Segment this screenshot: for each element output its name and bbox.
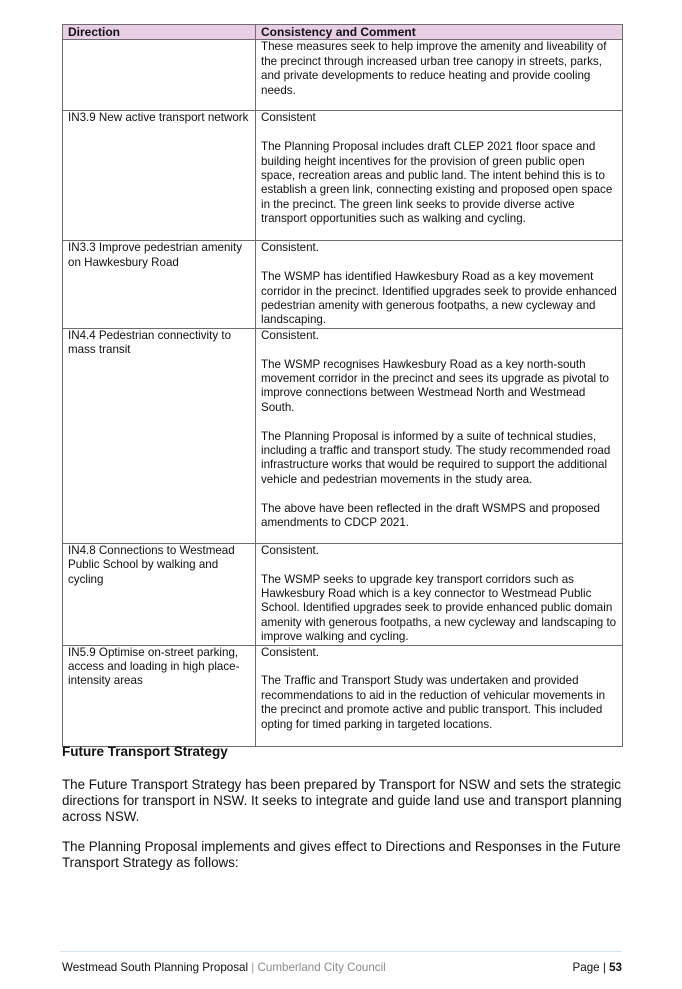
consistency-status: Consistent. [261,241,319,255]
table-row [63,328,623,543]
comment-cell [256,543,623,645]
page-label: Page [572,961,600,974]
comment-paragraph: The WSMP has identified Hawkesbury Road as a key movement corridor in the precinct. Identified upgrades seek to provide enhanced pedestrian amenity with generous footpaths, a new cycleway and landscaping. [261,270,617,327]
footer-document-title [62,961,386,974]
comment-cell [256,40,623,111]
body-paragraph: The Planning Proposal implements and gives effect to Directions and Responses in the Future Transport Strategy as follows: [62,839,621,870]
consistency-status: Consistent [261,111,316,125]
header-consistency-comment: Consistency and Comment [256,25,623,40]
comment-paragraph: The WSMP recognises Hawkesbury Road as a key north-south movement corridor in the precinct and sees its upgrade as pivotal to improve connections between Westmead North and Westmead South. [261,357,609,414]
page-separator: | [602,961,606,974]
direction-cell: IN4.8 Connections to Westmead Public School by walking and cycling [63,543,256,645]
consistency-status: Consistent. [261,328,319,342]
footer-title: Westmead South Planning Proposal [62,961,249,974]
table-row [63,111,623,241]
comment-cell [256,645,623,746]
direction-cell: IN4.4 Pedestrian connectivity to mass transit [63,328,256,543]
comment-paragraph: These measures seek to help improve the amenity and liveability of the precinct through increased urban tree canopy in streets, parks, and private developments to reduce heating and provide cooling needs. [261,40,607,97]
page-number-value: 53 [609,961,622,974]
table-row [63,543,623,645]
direction-cell: IN3.9 New active transport network [63,111,256,241]
page-number [573,961,622,974]
consistency-status: Consistent. [261,645,319,659]
consistency-table [62,24,623,747]
comment-cell [256,241,623,328]
table-row [63,241,623,328]
body-paragraph: The Future Transport Strategy has been prepared by Transport for NSW and sets the strategic directions for transport in NSW. It seeks to integrate and guide land use and transport planning across NSW. [62,777,622,824]
section-heading: Future Transport Strategy [62,744,228,759]
table-row [63,645,623,746]
footer-separator: | [251,961,255,974]
comment-paragraph: The Planning Proposal includes draft CLEP 2021 floor space and building height incentives for the provision of green public open space, recreation areas and public land. The intent behind this is to establish a green link, connecting existing and proposed open space in the precinct. The green link seeks to provide diverse active transport opportunities such as walking and cycling. [261,140,613,226]
comment-paragraph: The Traffic and Transport Study was undertaken and provided recommendations to aid in the reduction of vehicular movements in the precinct and promote active and public transport. This included opting for timed parking in targeted locations. [261,674,606,731]
direction-cell: IN3.3 Improve pedestrian amenity on Hawkesbury Road [63,241,256,328]
comment-paragraph: The WSMP seeks to upgrade key transport corridors such as Hawkesbury Road which is a key connector to Westmead Public School. Identified upgrades seek to provide enhanced public domain amenity with generous footpaths, a new cycleway and landscaping to improve walking and cycling. [261,572,617,644]
direction-cell [63,40,256,111]
comment-cell [256,328,623,543]
comment-paragraph: The above have been reflected in the draft WSMPS and proposed amendments to CDCP 2021. [261,501,601,530]
comment-paragraph: The Planning Proposal is informed by a suite of technical studies, including a traffic and transport study. The study recommended road infrastructure works that would be required to support the additional vehicle and pedestrian movements in the study area. [261,429,611,486]
footer-council: Cumberland City Council [257,961,386,974]
footer-divider [60,951,622,952]
table-row [63,40,623,111]
table-header-row [63,25,623,40]
direction-cell: IN5.9 Optimise on-street parking, access and loading in high place-intensity areas [63,645,256,746]
header-direction: Direction [63,25,256,40]
consistency-status: Consistent. [261,543,319,557]
comment-cell [256,111,623,241]
